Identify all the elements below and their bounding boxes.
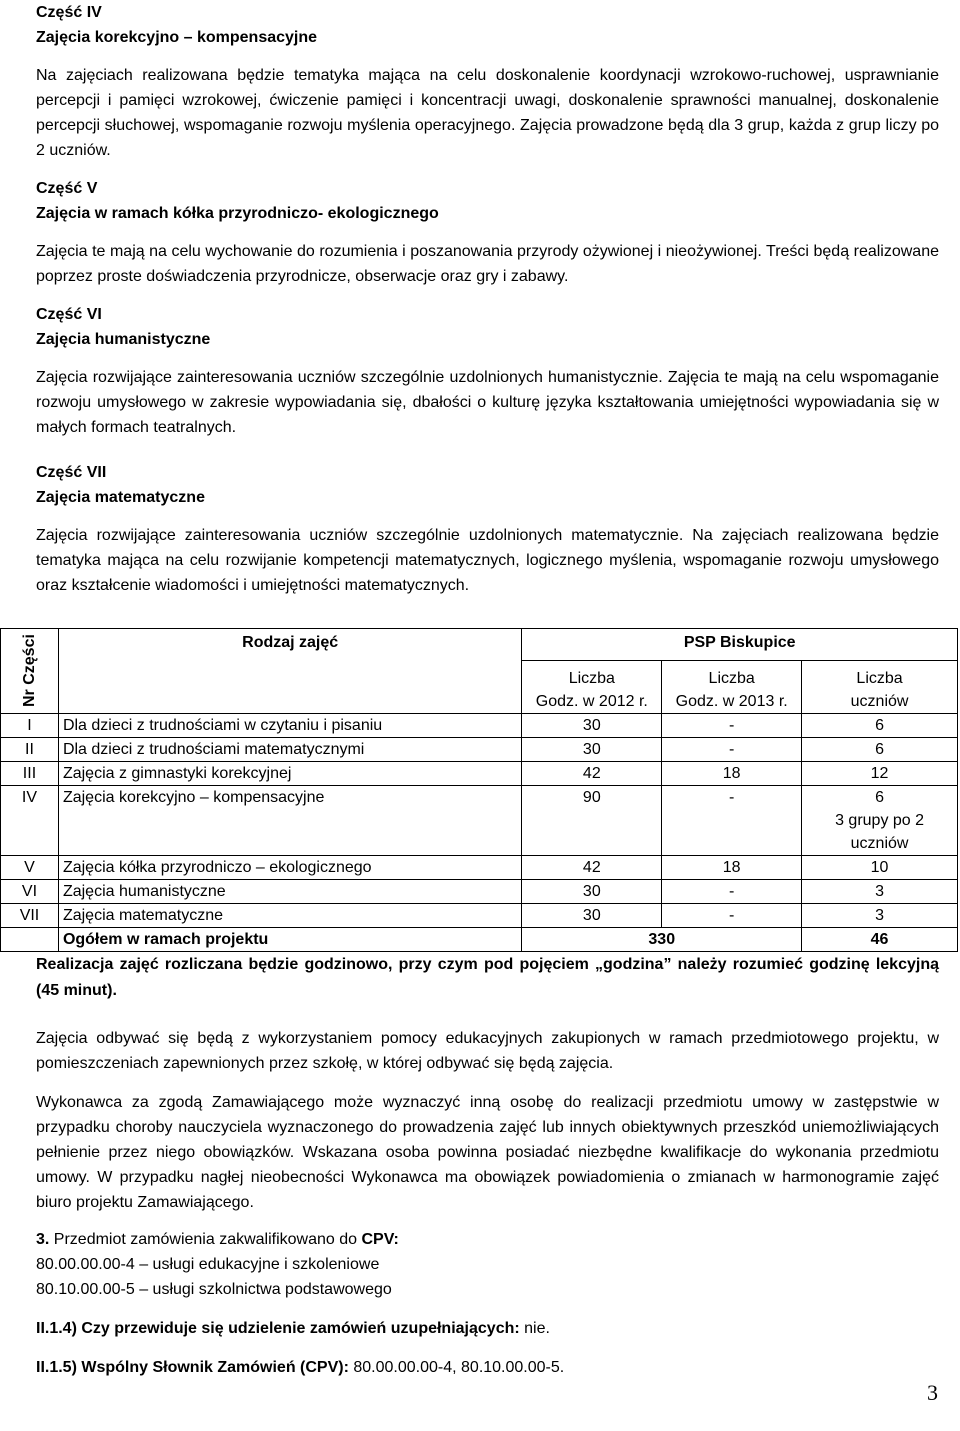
row-students: 6 — [802, 738, 958, 762]
cpv-code-2: 80.10.00.00-5 – usługi szkolnictwa podstawowego — [36, 1281, 392, 1298]
cpv-text: Przedmiot zamówienia zakwalifikowano do — [53, 1231, 358, 1248]
row-name: Zajęcia korekcyjno – kompensacyjne — [58, 786, 521, 856]
table-row — [1, 738, 958, 762]
table-header-h2013 — [662, 661, 802, 714]
paragraph-substitute: Wykonawca za zgodą Zamawiającego może wyznaczyć inną osobę do realizacji przedmiotu umowy w zastępstwie w przypadku choroby nauczyciela wyznaczonego do prowadzenia zajęć lub innych obiektywnych przeszkód uniemożliwiających pełnienie przez niego obowiązków. Wskazana osoba powinna posiadać niezbędne kwalifikacje do wykonania przedmiotu umowy. W przypadku nagłej nieobecności Wykonawca ma obowiązek powiadomienia o zmianach w harmonogramie zajęć biuro projektu Zamawiającego. — [36, 1094, 939, 1211]
table-header-students-b: uczniów — [850, 693, 909, 710]
row-nr: II — [1, 738, 59, 762]
table-header-nr — [1, 629, 59, 714]
row-h2012: 90 — [522, 786, 662, 856]
cpv-code-1: 80.00.00.00-4 – usługi edukacyjne i szkoleniowe — [36, 1256, 380, 1273]
row-h2013: 18 — [662, 856, 802, 880]
question-supplementary — [36, 1316, 939, 1341]
row-students-note: 3 grupy po 2 uczniów — [835, 812, 925, 852]
row-h2013: - — [662, 904, 802, 928]
row-h2013: - — [662, 738, 802, 762]
document-body — [36, 0, 939, 598]
question-cpv-value: 80.00.00.00-4, 80.10.00.00-5. — [353, 1359, 565, 1376]
section-title: Zajęcia korekcyjno – kompensacyjne — [36, 29, 318, 46]
row-h2013: 18 — [662, 762, 802, 786]
section-part-label: Część VI — [36, 306, 102, 323]
section-text: Na zajęciach realizowana będzie tematyka mająca na celu doskonalenie koordynacji wzrokowo-ruchowej, usprawnianie percepcji i pamięci wzrokowej, ćwiczenie pamięci i koncentracji uwagi, doskonalenie sprawności manualnej, doskonalenie percepcji słuchowej, wspomaganie rozwoju myślenia operacyjnego. Zajęcia prowadzone będą dla 3 grup, każda z grup liczy po 2 uczniów. — [36, 67, 939, 159]
row-students: 3 — [802, 904, 958, 928]
table-header-school: PSP Biskupice — [522, 629, 958, 661]
row-name: Zajęcia z gimnastyki korekcyjnej — [58, 762, 521, 786]
table-row — [1, 856, 958, 880]
row-nr: III — [1, 762, 59, 786]
table-header-h2013-b: Godz. w 2013 r. — [675, 693, 788, 710]
table-header-h2012-a: Liczba — [568, 670, 615, 687]
table-header-type-empty — [58, 661, 521, 714]
row-h2013: - — [662, 786, 802, 856]
section-title: Zajęcia matematyczne — [36, 489, 205, 506]
table-header-h2012-b: Godz. w 2012 r. — [535, 693, 648, 710]
cpv-line — [36, 1227, 939, 1252]
document-bottom — [36, 952, 939, 1380]
row-h2012: 42 — [522, 856, 662, 880]
section-part-label: Część VII — [36, 464, 107, 481]
row-nr: VII — [1, 904, 59, 928]
total-label: Ogółem w ramach projektu — [58, 928, 521, 952]
row-h2012: 30 — [522, 880, 662, 904]
row-h2013: - — [662, 880, 802, 904]
row-nr: V — [1, 856, 59, 880]
row-h2013: - — [662, 714, 802, 738]
table-row — [1, 762, 958, 786]
table-row — [1, 880, 958, 904]
table-header-students-a: Liczba — [856, 670, 903, 687]
row-name: Zajęcia kółka przyrodniczo – ekologicznego — [58, 856, 521, 880]
row-students: 12 — [802, 762, 958, 786]
row-name: Zajęcia matematyczne — [58, 904, 521, 928]
question-supplementary-value: nie. — [524, 1320, 550, 1337]
table-header-type: Rodzaj zajęć — [58, 629, 521, 661]
total-students: 46 — [802, 928, 958, 952]
section-text: Zajęcia te mają na celu wychowanie do rozumienia i poszanowania przyrody ożywionej i nieożywionej. Treści będą realizowane poprzez proste doświadczenia przyrodnicze, obserwacje oraz gry i zabawy. — [36, 243, 939, 285]
row-h2012: 42 — [522, 762, 662, 786]
row-nr: VI — [1, 880, 59, 904]
row-h2012: 30 — [522, 904, 662, 928]
section-title: Zajęcia humanistyczne — [36, 331, 211, 348]
table-row — [1, 786, 958, 856]
section-title: Zajęcia w ramach kółka przyrodniczo- ekologicznego — [36, 205, 439, 222]
question-supplementary-label: II.1.4) Czy przewiduje się udzielenie zamówień uzupełniających: — [36, 1320, 520, 1337]
table-header-h2012 — [522, 661, 662, 714]
table-header-h2013-a: Liczba — [708, 670, 755, 687]
section-part-label: Część V — [36, 180, 98, 197]
total-nr-empty — [1, 928, 59, 952]
row-h2012: 30 — [522, 738, 662, 762]
total-hours: 330 — [522, 928, 802, 952]
row-students — [802, 786, 958, 856]
row-name: Dla dzieci z trudnościami matematycznymi — [58, 738, 521, 762]
row-students: 3 — [802, 880, 958, 904]
section-text: Zajęcia rozwijające zainteresowania uczniów szczególnie uzdolnionych humanistycznie. Zajęcia te mają na celu wspomaganie rozwoju umysłowego w zakresie wypowiadania się, dbałości o kulturę języka kształtowania umiejętności wypowiadania się w małych formach teatralnych. — [36, 369, 939, 436]
page-number: 3 — [927, 1380, 938, 1405]
question-cpv-label: II.1.5) Wspólny Słownik Zamówień (CPV): — [36, 1359, 349, 1376]
question-cpv — [36, 1355, 939, 1380]
row-students-value: 6 — [875, 789, 884, 806]
table-row — [1, 714, 958, 738]
cpv-label: CPV: — [361, 1231, 399, 1248]
table-header-students — [802, 661, 958, 714]
row-h2012: 30 — [522, 714, 662, 738]
cpv-number: 3. — [36, 1231, 50, 1248]
table-total-row — [1, 928, 958, 952]
table-row — [1, 904, 958, 928]
row-students: 10 — [802, 856, 958, 880]
row-nr: IV — [1, 786, 59, 856]
row-name: Zajęcia humanistyczne — [58, 880, 521, 904]
row-students: 6 — [802, 714, 958, 738]
row-nr: I — [1, 714, 59, 738]
billing-note: Realizacja zajęć rozliczana będzie godzinowo, przy czym pod pojęciem „godzina” należy rozumieć godzinę lekcyjną (45 minut). — [36, 956, 939, 999]
table-header-nr-label: Nr Części — [20, 634, 38, 707]
paragraph-resources: Zajęcia odbywać się będą z wykorzystaniem pomocy edukacyjnych zakupionych w ramach przedmiotowego projektu, w pomieszczeniach zapewnionych przez szkołę, w której odbywać się będą zajęcia. — [36, 1030, 939, 1072]
row-name: Dla dzieci z trudnościami w czytaniu i pisaniu — [58, 714, 521, 738]
section-part-label: Część IV — [36, 4, 102, 21]
hours-table — [0, 628, 958, 952]
section-text: Zajęcia rozwijające zainteresowania uczniów szczególnie uzdolnionych matematycznie. Na zajęciach realizowana będzie tematyka mająca na celu rozwijanie kompetencji matematycznych, logicznego myślenia, wspomaganie rozwoju umysłowego oraz kształcenie wiadomości i umiejętności matematycznych. — [36, 527, 939, 594]
